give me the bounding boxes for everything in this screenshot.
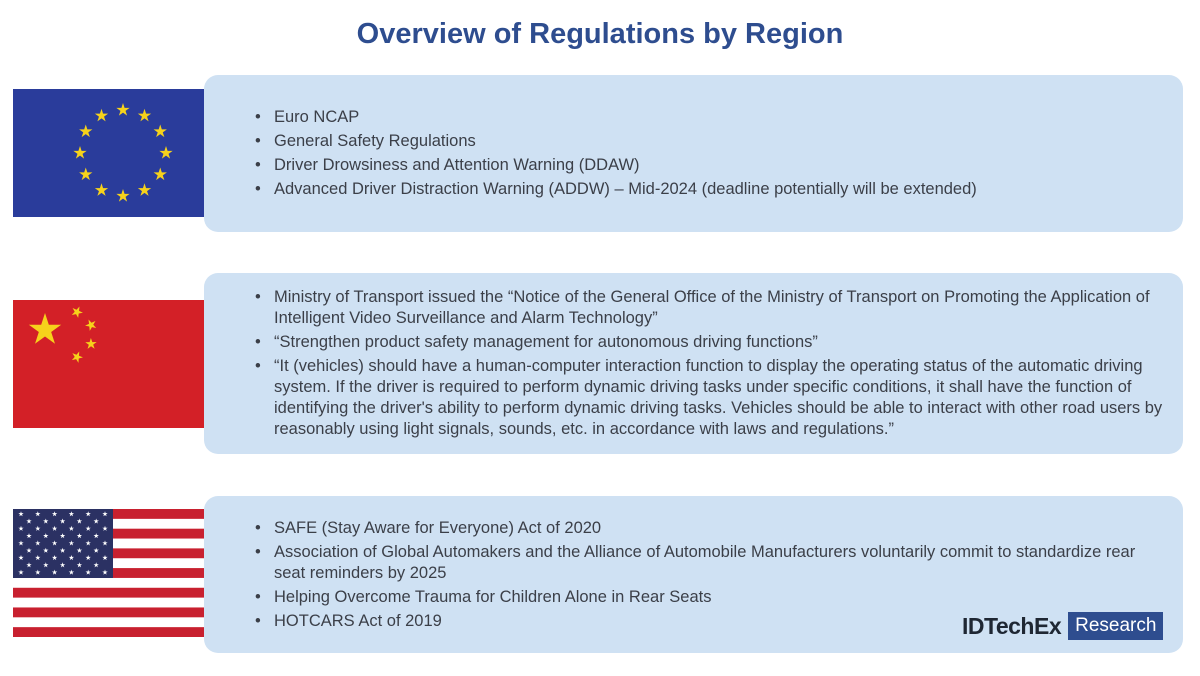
eu-regulations-list	[274, 104, 977, 203]
list-item: • SAFE (Stay Aware for Everyone) Act of 2020	[274, 518, 1163, 539]
list-item: • “Strengthen product safety management for autonomous driving functions”	[274, 332, 1163, 353]
logo-name: IDTechEx	[962, 612, 1062, 639]
china-flag-icon	[13, 300, 234, 428]
list-item: • Euro NCAP	[274, 107, 977, 128]
list-item: • Ministry of Transport issued the “Notice of the General Office of the Ministry of Transport on Promoting the Application of Intelligent Video Surveillance and Alarm Technology”	[274, 287, 1163, 329]
list-item: • Driver Drowsiness and Attention Warning (DDAW)	[274, 155, 977, 176]
idtechex-logo	[962, 612, 1163, 640]
china-regulations-list	[274, 284, 1163, 443]
list-item: • HOTCARS Act of 2019	[274, 611, 1163, 632]
us-flag-icon	[13, 509, 234, 637]
list-item: • General Safety Regulations	[274, 131, 977, 152]
list-item: • “It (vehicles) should have a human-computer interaction function to display the operating status of the automatic driving system. If the driver is required to perform dynamic driving tasks under specific conditions, it shall have the function of identifying the driver's ability to perform dynamic driving tasks. Vehicles should be able to interact with other road users by reasonably using light signals, sounds, etc. in accordance with laws and regulations.”	[274, 356, 1163, 440]
list-item: • Association of Global Automakers and the Alliance of Automobile Manufacturers voluntarily commit to standardize rear seat reminders by 2025	[274, 542, 1163, 584]
page-title: Overview of Regulations by Region	[356, 18, 844, 50]
list-item: • Advanced Driver Distraction Warning (ADDW) – Mid-2024 (deadline potentially will be extended)	[274, 179, 977, 200]
list-item: • Helping Overcome Trauma for Children Alone in Rear Seats	[274, 587, 1163, 608]
china-regulations-panel	[204, 273, 1183, 454]
eu-flag-icon	[13, 89, 234, 217]
eu-regulations-panel	[204, 75, 1183, 232]
logo-research-box: Research	[1068, 612, 1163, 640]
